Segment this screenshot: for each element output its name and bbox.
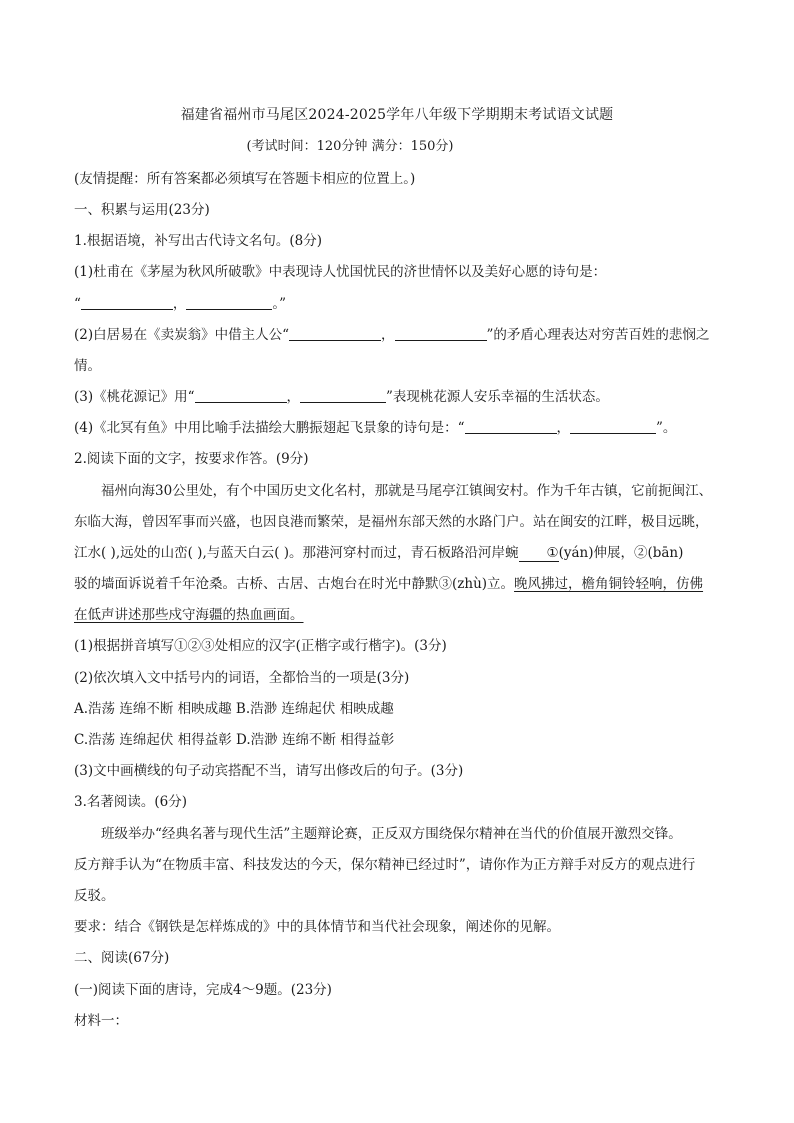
material-label: 材料一： xyxy=(74,1013,128,1029)
comma: ， xyxy=(286,389,301,405)
exam-subtitle: (考试时间：120分钟 满分：150分) xyxy=(246,139,454,154)
passage-line: 班级举办“经典名著与现代生活”主题辩论赛，正反双方围绕保尔精神在当代的价值展开激烈交锋。 xyxy=(101,826,682,842)
answer-blank[interactable] xyxy=(395,327,487,341)
passage-line xyxy=(74,541,683,562)
passage-line: 东临大海，曾因军事而兴盛，也因良港而繁荣，是福州东部天然的水路门户。站在闽安的江畔，极目远眺， xyxy=(74,514,709,530)
reminder-text: (友情提醒：所有答案都必须填写在答题卡相应的位置上。) xyxy=(74,171,416,187)
passage-line: 反驳。 xyxy=(74,888,115,904)
comma: ， xyxy=(381,327,395,343)
q1-part-2-suffix: ”的矛盾心理表达对穷苦百姓的悲悯之 xyxy=(486,327,710,343)
answer-blank[interactable] xyxy=(186,296,272,310)
q1-part-3-suffix: ”表现桃花源人安乐幸福的生活状态。 xyxy=(386,389,609,405)
section-heading-2: 二、阅读(67分) xyxy=(74,950,170,966)
q1-part-2-prefix: (2)白居易在《卖炭翁》中借主人公“ xyxy=(74,327,290,343)
answer-blank[interactable] xyxy=(289,327,381,341)
q1-part-4 xyxy=(74,416,676,436)
passage-line xyxy=(74,603,304,623)
q1-part-3-prefix: (3)《桃花源记》用“ xyxy=(74,389,195,405)
q1-part-4-suffix: ”。 xyxy=(656,420,677,436)
q1-part-4-prefix: (4)《北冥有鱼》中用比喻手法描绘大鹏振翅起飞景象的诗句是：“ xyxy=(74,420,465,436)
section-heading-1: 一、积累与运用(23分) xyxy=(74,202,210,218)
q2-options-cd: C.浩荡 连绵起伏 相得益彰 D.浩渺 连绵不断 相得益彰 xyxy=(74,732,395,748)
close-quote: 。” xyxy=(272,296,287,312)
open-quote: “ xyxy=(74,296,81,312)
q1-part-2 xyxy=(74,323,709,343)
q2-sub-2: (2)依次填入文中括号内的词语，全都恰当的一项是(3分) xyxy=(74,670,410,686)
comma: ， xyxy=(172,296,187,312)
answer-blank[interactable] xyxy=(81,296,173,310)
passage-line: 福州向海30公里处，有个中国历史文化名村，那就是马尾亭江镇闽安村。作为千年古镇，它前扼闽江、 xyxy=(101,483,713,499)
q2-sub-1: (1)根据拼音填写①②③处相应的汉字(正楷字或行楷字)。(3分) xyxy=(74,638,447,654)
passage-line xyxy=(74,572,703,592)
question-1-stem: 1.根据语境，补写出古代诗文名句。(8分) xyxy=(74,233,323,249)
answer-blank[interactable] xyxy=(570,420,656,434)
q1-part-2-continued: 情。 xyxy=(74,358,101,374)
pinyin-blank-1[interactable]: ① xyxy=(519,545,559,562)
q1-part-1: (1)杜甫在《茅屋为秋风所破歌》中表现诗人忧国忧民的济世情怀以及美好心愿的诗句是： xyxy=(74,264,607,280)
passage-line: 反方辩手认为“在物质丰富、科技发达的今天，保尔精神已经过时”，请你作为正方辩手对反方的观点进行 xyxy=(74,857,696,873)
underlined-sentence: 晚风拂过，檐角铜铃轻响，仿佛 xyxy=(514,576,704,592)
reading-subsection-1: (一)阅读下面的唐诗，完成4～9题。(23分) xyxy=(74,982,332,998)
q2-options-ab: A.浩荡 连绵不断 相映成趣 B.浩渺 连绵起伏 相映成趣 xyxy=(74,701,394,717)
q2-sub-3: (3)文中画横线的句子动宾搭配不当，请写出修改后的句子。(3分) xyxy=(74,763,464,779)
answer-blank[interactable] xyxy=(465,420,557,434)
answer-blank[interactable] xyxy=(195,389,287,403)
q3-requirement: 要求：结合《钢铁是怎样炼成的》中的具体情节和当代社会现象，阐述你的见解。 xyxy=(74,919,560,935)
q1-part-3 xyxy=(74,385,609,405)
exam-title: 福建省福州市马尾区2024-2025学年八年级下学期期末考试语文试题 xyxy=(180,107,614,123)
q1-part-1-blanks xyxy=(74,292,286,312)
answer-blank[interactable] xyxy=(300,389,386,403)
comma: ， xyxy=(556,420,571,436)
passage-segment: 驳的墙面诉说着千年沧桑。古桥、古居、古炮台在时光中静默③(zhù)立。 xyxy=(74,576,515,592)
passage-segment: (yán)伸展，②(bān) xyxy=(558,545,684,561)
underlined-sentence: 在低声讲述那些戍守海疆的热血画面。 xyxy=(74,607,304,623)
question-2-stem: 2.阅读下面的文字，按要求作答。(9分) xyxy=(74,451,309,467)
passage-segment: 江水( ),远处的山峦( ),与蓝天白云( )。那港河穿村而过，青石板路沿河岸蜿 xyxy=(74,545,519,561)
question-3-stem: 3.名著阅读。(6分) xyxy=(74,794,188,810)
